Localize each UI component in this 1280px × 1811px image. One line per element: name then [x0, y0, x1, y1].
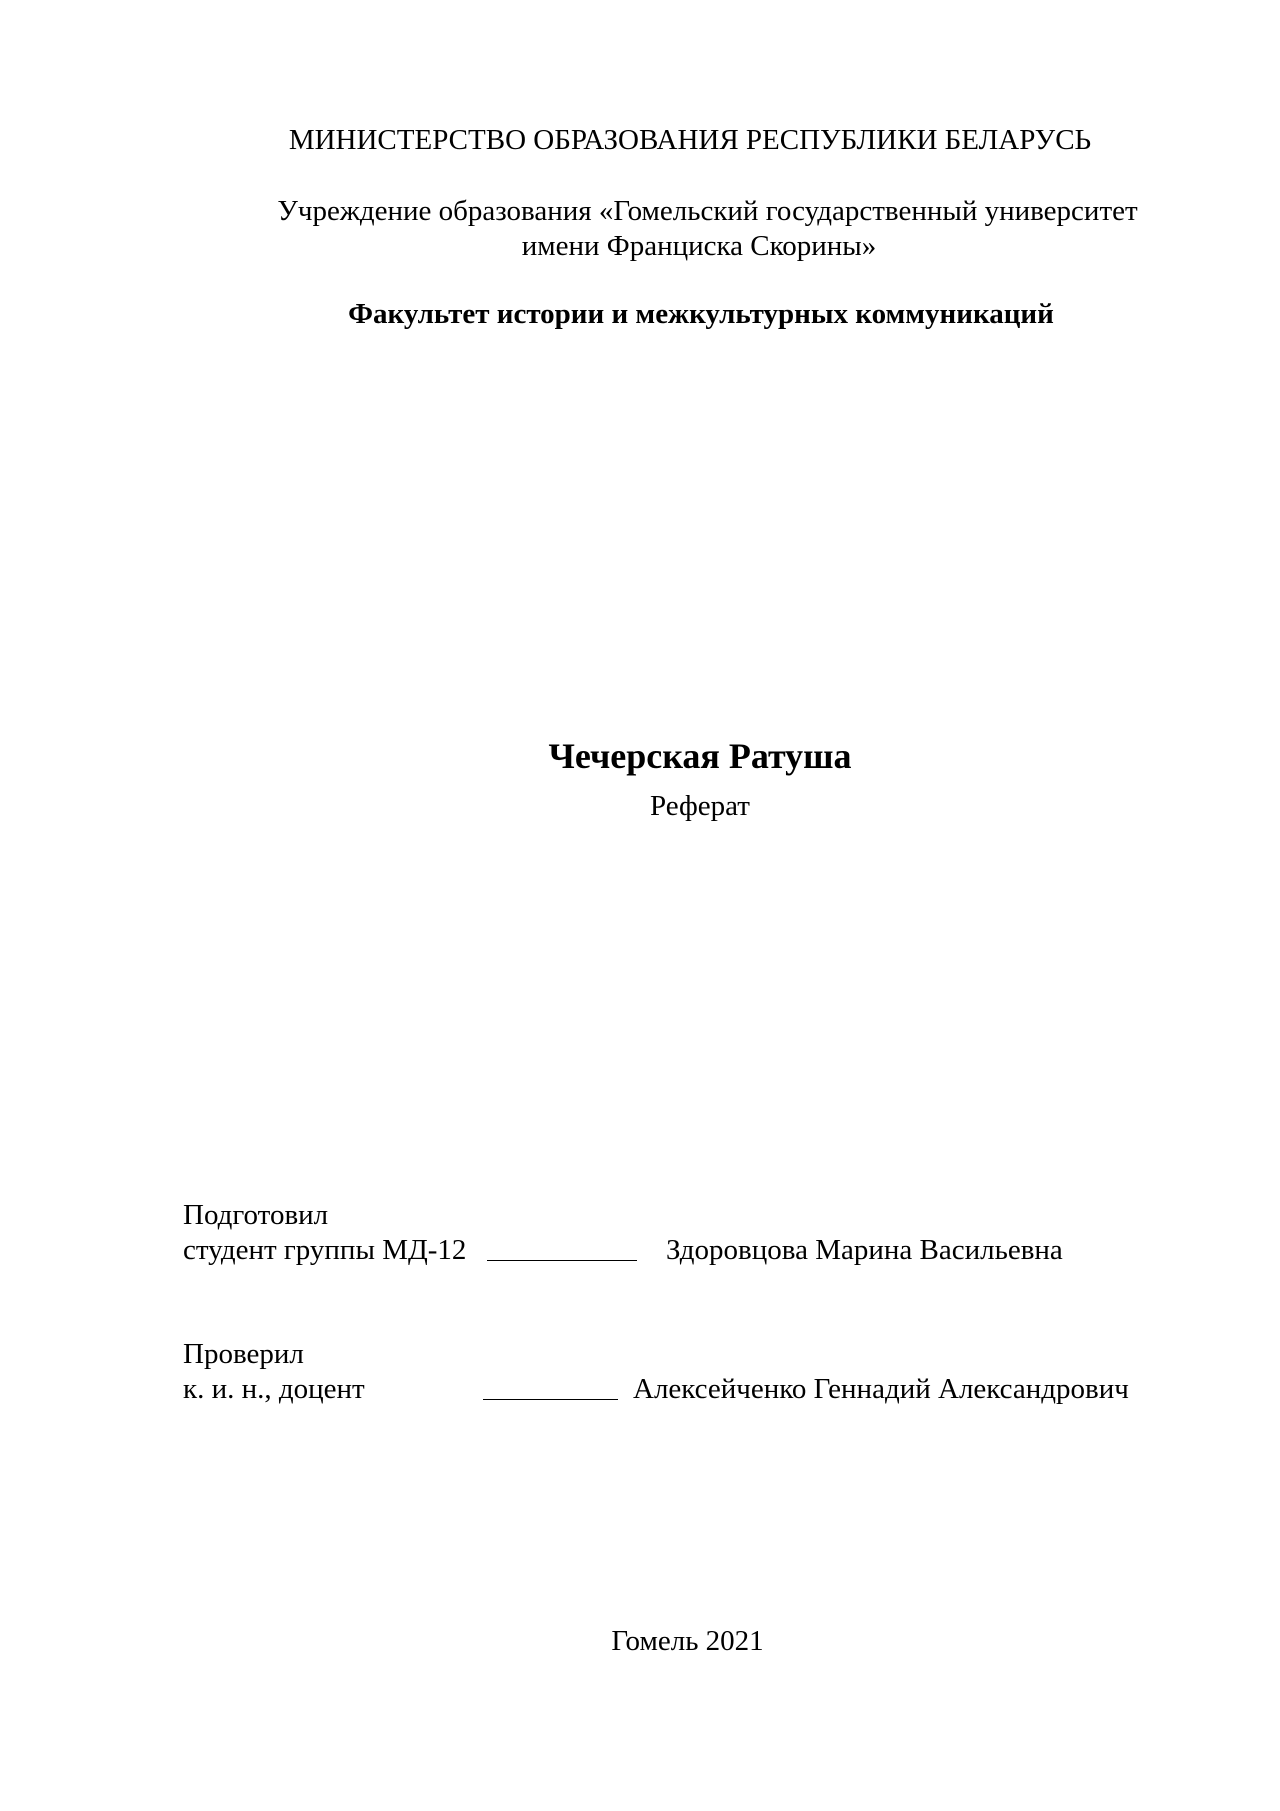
checker-signature-line — [483, 1372, 618, 1400]
checker-name: Алексейченко Геннадий Александрович — [633, 1373, 1129, 1405]
student-group-label: студент группы МД-12 — [183, 1234, 467, 1266]
document-type: Реферат — [650, 790, 750, 822]
faculty-name: Факультет истории и межкультурных коммуникаций — [348, 298, 1054, 330]
city-and-year: Гомель 2021 — [611, 1625, 764, 1657]
student-signature-line — [487, 1233, 637, 1261]
checker-position: к. и. н., доцент — [183, 1373, 365, 1405]
ministry-heading: МИНИСТЕРСТВО ОБРАЗОВАНИЯ РЕСПУБЛИКИ БЕЛАРУСЬ — [288, 124, 1092, 156]
document-title: Чечерская Ратуша — [548, 736, 852, 776]
checked-by-row — [183, 1372, 1183, 1406]
prepared-by-row — [183, 1233, 1083, 1267]
checked-by-label: Проверил — [183, 1338, 304, 1370]
institution-name-line-2: имени Франциска Скорины» — [521, 230, 877, 262]
student-name: Здоровцова Марина Васильевна — [666, 1234, 1063, 1266]
prepared-by-label: Подготовил — [183, 1199, 329, 1231]
institution-name-line-1: Учреждение образования «Гомельский государственный университет — [277, 195, 1138, 227]
